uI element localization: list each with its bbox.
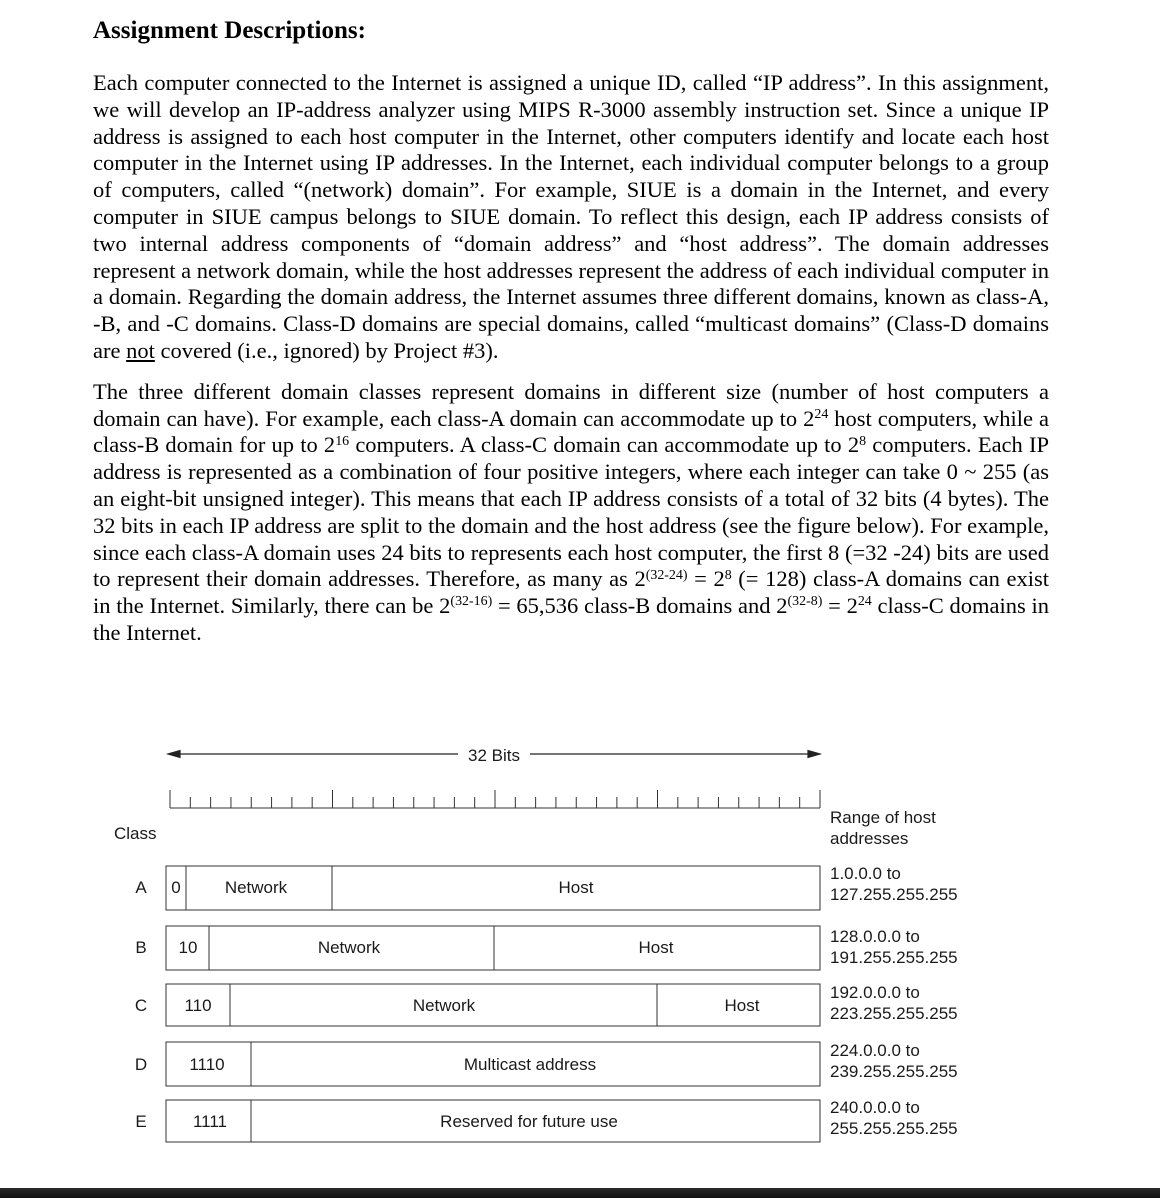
range-end: 191.255.255.255 [830,948,958,967]
network-field: Network [412,996,476,1015]
multicast-field: Multicast address [463,1055,597,1074]
range-start: 128.0.0.0 to [830,927,920,946]
range-end: 127.255.255.255 [830,885,958,904]
superscript: 24 [814,406,829,422]
paragraph-text: host computers, while a class-B domain for up to 2 [93,405,1049,458]
arrow-right-head [808,751,820,758]
paragraph-text: = 2 [687,566,725,592]
prefix-bits: 0 [171,878,181,897]
range-end: 223.255.255.255 [830,1004,958,1023]
network-field: Network [224,878,288,897]
paragraph-text: computers. Each IP address is represented as a combination of four positive integers, where each integer can take 0 ~ 255 (as an eight-bit unsigned integer). This means that each IP address consists of a total of 32 bits (4 bytes). The 32 bits in each IP address are split to the domain and the host address (see the figure below). For example, since each class-A domain uses 24 bits to represents each host computer, the first 8 (=32 -24) bits are used to represent their domain addresses. Therefore, as many as 2 [93,432,1049,592]
range-header-line: Range of host [830,808,936,827]
class-label: B [135,938,147,957]
superscript: 16 [335,433,350,449]
class-label: E [135,1112,147,1131]
range-header [830,808,936,848]
superscript: (32-16) [450,594,493,610]
prefix-bits: 10 [178,938,198,957]
range-start: 1.0.0.0 to [830,864,901,883]
paragraph-text: (= 128) class-A domains can exist in the Internet. Similarly, there can be 2 [93,566,1049,619]
arrow-left-head [168,751,180,758]
range-header-line: addresses [830,829,909,848]
address-box [166,984,820,1026]
host-field: Host [638,938,674,957]
reserved-field: Reserved for future use [440,1112,618,1131]
range-start: 192.0.0.0 to [830,983,920,1002]
class-label: A [135,878,147,897]
superscript: (32-8) [787,594,823,610]
host-range [830,864,958,904]
prefix-bits: 1111 [192,1112,228,1131]
page-title: Assignment Descriptions: [93,17,366,44]
host-range [830,983,958,1023]
superscript: 8 [859,433,867,449]
bit-ruler [170,790,820,808]
class-row-b [135,926,957,970]
host-range [830,1098,958,1138]
paragraph-text: computers. A class-C domain can accommodate up to 2 [349,432,860,458]
class-label: D [134,1055,148,1074]
prefix-bits: 110 [184,996,212,1015]
network-field: Network [317,938,381,957]
range-start: 224.0.0.0 to [830,1041,920,1060]
class-row-d [135,1041,958,1086]
paragraph-text: The three different domain classes represent domains in different size (number of host computers a domain can have). For example, each class-A domain can accommodate up to 2 [93,378,1049,431]
class-row-e [135,1098,957,1142]
paragraph-text: = 65,536 class-B domains and 2 [492,593,788,619]
host-field: Host [724,996,760,1015]
superscript: (32-24) [645,567,688,583]
paragraph-text: Each computer connected to the Internet is assigned a unique ID, called “IP address”. In this assignment, we will develop an IP-address analyzer using MIPS R-3000 assembly instruction set. Since a unique IP address is assigned to each host computer in the Internet, other computers identify and locate each host computer in the Internet using IP addresses. In the Internet, each individual computer belongs to a group of computers, called “(network) domain”. For example, SIUE is a domain in the Internet, and every computer in SIUE campus belongs to SIUE domain. To reflect this design, each IP address consists of two internal address components of “domain address” and “host address”. The domain addresses represent a network domain, while the host addresses represent the address of each individual computer in a domain. Regarding the domain address, the Internet assumes three different domains, known as class-A, -B, and -C domains. Class-D domains are special domains, called “multicast domains” (Class-D domains are [93,70,1049,363]
range-end: 255.255.255.255 [830,1119,958,1138]
prefix-bits: 1110 [189,1055,225,1074]
superscript: 8 [724,567,732,583]
paragraph-text: = 2 [822,593,858,619]
bits-label: 32 Bits [468,746,520,765]
paragraph-text: covered (i.e., ignored) by Project #3). [154,337,499,363]
class-row-c [135,983,958,1026]
window-bottom-edge [0,1188,1160,1198]
superscript: 24 [857,594,872,610]
host-field: Host [558,878,594,897]
emphasis-not: not [126,337,155,363]
class-row-a [135,864,957,910]
address-box [166,926,820,970]
host-range [830,927,958,967]
class-header: Class [114,824,157,843]
range-start: 240.0.0.0 to [830,1098,920,1117]
class-label: C [134,996,148,1015]
host-range [830,1041,958,1081]
paragraph-text: class-C domains in the Internet. [93,593,1049,645]
range-end: 239.255.255.255 [830,1062,958,1081]
